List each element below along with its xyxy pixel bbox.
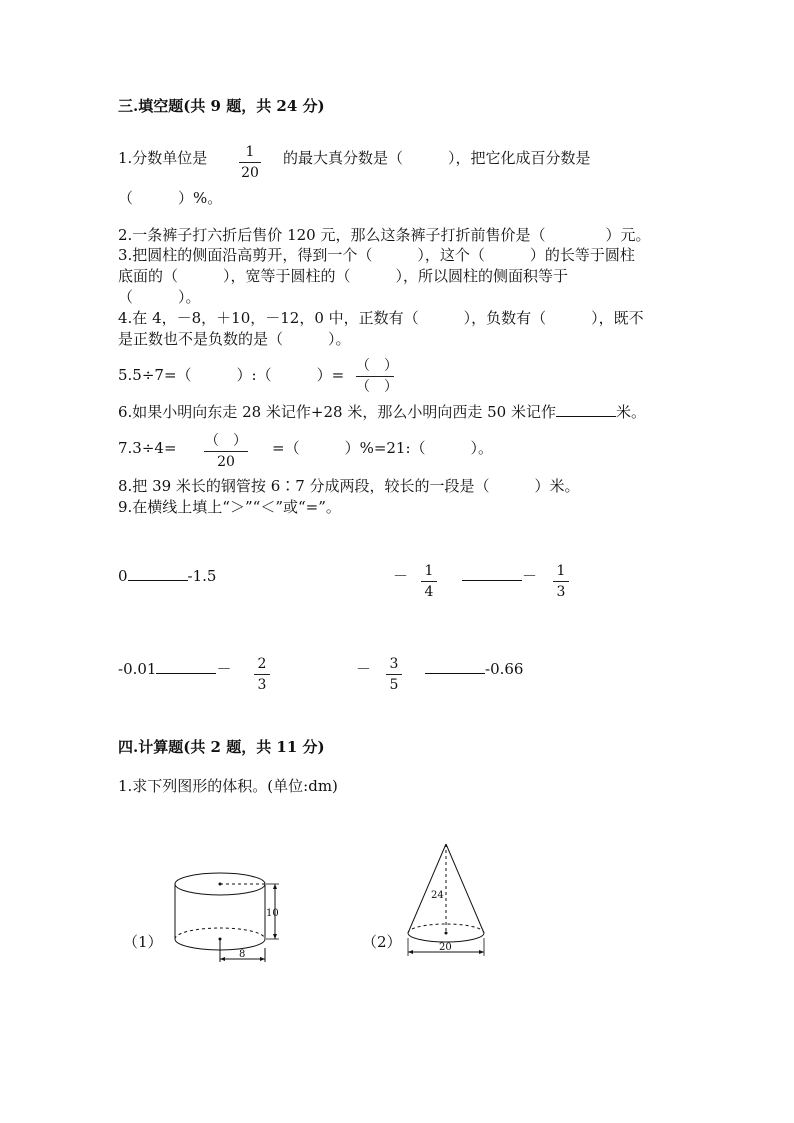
compare-d-fraction [386,655,402,694]
q7-frac-num: （ ） [205,433,247,449]
q5-fraction [356,357,398,396]
compare-a [118,569,216,584]
q3-line2: 底面的（ ），宽等于圆柱的（ ），所以圆柱的侧面积等于 [118,267,569,285]
cylinder-radius-label: 8 [239,949,246,960]
cone-diameter-label: 20 [439,942,452,953]
fig2-label: （2） [362,933,402,951]
q3-line3: （ ）。 [118,288,201,306]
compare-b-sign: － [393,567,409,585]
q2-text: 2.一条裤子打六折后售价 120 元，那么这条裤子打折前售价是（ ）元。 [118,226,651,244]
q1-frac-num: 1 [245,144,255,160]
compare-c-right-sign: － [216,660,232,678]
q7-frac-den: 20 [217,454,235,470]
compare-b-right-fraction [553,562,569,601]
compare-c-fraction [254,655,270,694]
compare-b-right-den: 3 [556,584,566,600]
q1-prefix: 1.分数单位是 [118,149,208,167]
s4-q1-text: 1.求下列图形的体积。(单位:dm) [118,777,338,795]
q6-unit: 米。 [615,403,646,421]
q6-answer-blank[interactable] [556,416,616,417]
q8-text: 8.把 39 米长的钢管按 6∶7 分成两段，较长的一段是（ ）米。 [118,477,580,495]
compare-c [118,662,231,677]
q6-stem: 6.如果小明向东走 28 米记作+28 米，那么小明向西走 50 米记作 [118,403,556,421]
compare-d-sign: － [356,660,372,678]
compare-d-right: -0.66 [485,660,524,678]
compare-b-right-num: 1 [556,563,566,579]
q5-frac-den: （ ） [356,379,398,395]
compare-c-num: 2 [257,656,267,672]
compare-a-left: 0 [118,567,128,585]
compare-b-blank[interactable] [462,580,522,581]
compare-b-blank-wrap [462,569,537,584]
compare-d-blank[interactable] [425,673,485,674]
compare-c-den: 3 [257,677,267,693]
compare-b-right-sign: － [522,567,538,585]
q4-line1: 4.在 4，－8，＋10，－12，0 中，正数有（ ），负数有（ ），既不 [118,309,644,327]
q1-suffix: 的最大真分数是（ ），把它化成百分数是 [283,149,591,167]
q1-fraction [239,143,261,182]
section-title-fill-blanks: 三.填空题(共 9 题，共 24 分) [118,97,325,115]
compare-d-den: 5 [389,677,399,693]
q7-fraction [204,432,248,471]
q7-suffix: =（ ）%=21:（ ）。 [272,439,494,457]
q7-prefix: 7.3÷4= [118,439,177,457]
compare-a-right: -1.5 [187,567,217,585]
cone-figure [400,838,492,963]
q9-text: 9.在横线上填上“＞”“＜”或“=”。 [118,498,341,516]
compare-b-den: 4 [424,584,434,600]
compare-c-blank[interactable] [156,673,216,674]
compare-d [425,662,523,677]
q4-line2: 是正数也不是负数的是（ ）。 [118,330,351,348]
cone-height-label: 24 [431,890,444,901]
compare-b-fraction [421,562,437,601]
q1-frac-den: 20 [241,165,259,181]
q1-line2: （ ）%。 [118,189,223,207]
compare-d-num: 3 [389,656,399,672]
fig1-label: （1） [123,933,163,951]
q5-text: 5.5÷7=（ ）:（ ）= [118,366,345,384]
cylinder-figure [165,862,285,972]
compare-c-left: -0.01 [118,660,157,678]
cylinder-height-label: 10 [266,908,279,919]
q3-line1: 3.把圆柱的侧面沿高剪开，得到一个（ ），这个（ ）的长等于圆柱 [118,246,635,264]
q6-text [118,405,646,420]
section-title-calculation: 四.计算题(共 2 题，共 11 分) [118,738,325,756]
compare-a-blank[interactable] [128,580,188,581]
q5-frac-num: （ ） [356,358,398,374]
compare-b-num: 1 [424,563,434,579]
